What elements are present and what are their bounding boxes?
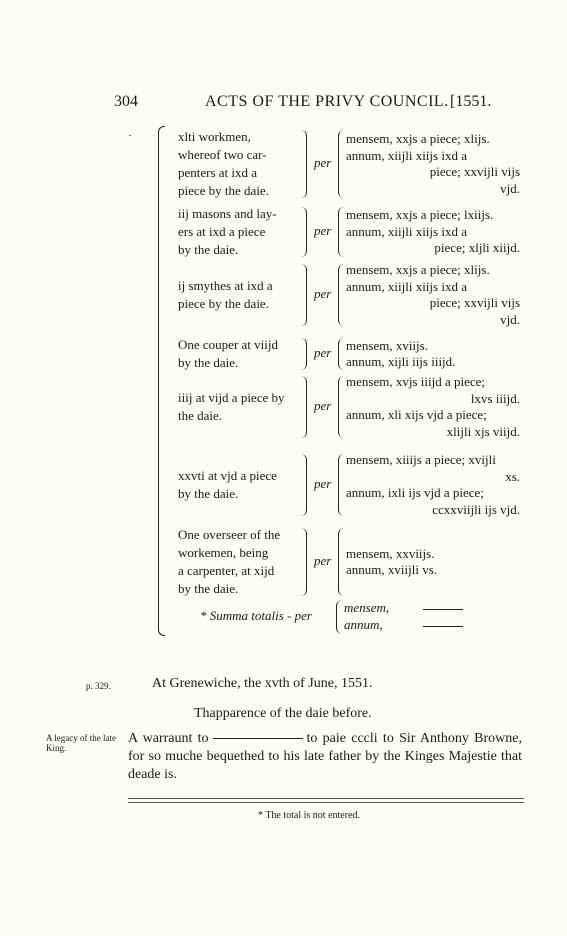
entry-open-brace: [338, 376, 345, 438]
entry-label-line: piece by the daie.: [178, 183, 269, 198]
entry-rate-line: mensem, xxjs a piece; xlijs.: [346, 262, 490, 277]
entry-rate-line: xs.: [505, 468, 520, 484]
entry-close-brace: [300, 376, 307, 438]
entry-label-line: by the daie.: [178, 486, 239, 501]
entry-close-brace: [300, 130, 307, 198]
meeting-heading: At Grenewiche, the xvth of June, 1551.: [152, 676, 373, 691]
entry-label: [178, 467, 277, 503]
entry-close-brace: [300, 264, 307, 326]
entry-rate: [346, 452, 520, 518]
entry-open-brace: [338, 454, 345, 516]
entry-per: per: [314, 155, 332, 170]
entry-label-line: workemen, being: [178, 545, 269, 560]
summa-mensem: mensem,: [344, 600, 390, 615]
warrant-part-1: A warraunt to: [128, 731, 209, 746]
entry-rate-line: annum, xiijli xiijs ixd a: [346, 223, 467, 239]
entry-rate: [346, 374, 520, 440]
entry-rate-line: mensem, xviijs.: [346, 337, 428, 353]
entry-label-line: whereof two car-: [178, 147, 267, 162]
entry-per: per: [314, 286, 332, 301]
entry-per: per: [314, 553, 332, 568]
entry-rate-line: mensem, xxjs a piece; lxiijs.: [346, 207, 494, 223]
entry-rate: [346, 207, 520, 257]
entry-close-brace: [300, 454, 307, 516]
bullet-mark: ·: [128, 128, 132, 142]
entry-rate: [346, 131, 520, 197]
entry-rate-line: annum, xviijli vs.: [346, 562, 437, 577]
entry-label-line: the daie.: [178, 408, 223, 423]
footnote-rule-2: [128, 802, 524, 803]
entry-label-line: iiij at vijd a piece by: [178, 390, 285, 405]
entry-rate-line: mensem, xxviijs.: [346, 545, 435, 561]
entry-label-line: ers at ixd a piece: [178, 224, 266, 239]
entry-label: [178, 336, 278, 372]
entry-rate-line: mensem, xxjs a piece; xlijs.: [346, 131, 490, 146]
footnote: * The total is not entered.: [258, 810, 361, 821]
summa-annum: annum,: [344, 617, 383, 632]
entry-label: [178, 389, 285, 425]
entry-label-line: iij masons and lay-: [178, 206, 277, 221]
entry-label-line: by the daie.: [178, 355, 239, 370]
summa-label: * Summa totalis -: [200, 608, 292, 623]
margin-page-ref: p. 329.: [86, 681, 111, 691]
entry-label-line: piece by the daie.: [178, 296, 269, 311]
entry-label-line: by the daie.: [178, 581, 239, 596]
entry-open-brace: [338, 130, 345, 198]
entry-rate-line: xlijli xjs viijd.: [446, 423, 520, 439]
blank-line: [213, 738, 303, 739]
entry-rate-line: annum, ixli ijs vjd a piece;: [346, 485, 484, 500]
entry-close-brace: [300, 528, 307, 596]
attendance-note: Thapparence of the daie before.: [194, 706, 372, 721]
entry-rate-line: vjd.: [500, 180, 520, 196]
entry-rate-line: annum, xli xijs vjd a piece;: [346, 407, 487, 422]
entry-per: per: [314, 345, 332, 360]
entry-rate: [346, 546, 520, 579]
entry-per: per: [314, 476, 332, 491]
entry-rate-line: piece; xxvijli vijs: [429, 295, 520, 310]
entry-label-line: penters at ixd a: [178, 165, 258, 180]
entry-rate-line: mensem, xiiijs a piece; xvijli: [346, 452, 496, 467]
entry-close-brace: [300, 207, 307, 257]
warrant-part-2: to paie cccli to Sir Anthony Browne, for so muche bequethed to his late father by the Kinges Majestie that deade is.: [128, 731, 522, 782]
entry-label-line: One couper at viijd: [178, 337, 278, 352]
entry-label: [178, 205, 277, 259]
entry-label: [178, 128, 269, 200]
entry-label-line: ij smythes at ixd a: [178, 278, 273, 293]
entry-rate-line: mensem, xvjs iiijd a piece;: [346, 374, 485, 389]
entry-label-line: xlti workmen,: [178, 129, 251, 144]
entry-rate: [346, 338, 520, 371]
entry-open-brace: [338, 528, 345, 596]
running-year: [1551.: [450, 93, 492, 110]
warrant-paragraph: [128, 730, 522, 784]
entry-rate-line: piece; xljli xiijd.: [434, 240, 520, 256]
entry-open-brace: [338, 264, 345, 326]
summa-per: per: [294, 608, 312, 623]
page-number: 304: [114, 93, 138, 110]
entry-rate-line: piece; xxvijli vijs: [429, 164, 520, 179]
summa-brace: [336, 600, 343, 634]
entry-rate-line: lxvs iiijd.: [470, 390, 520, 406]
entry-label-line: by the daie.: [178, 242, 239, 257]
entry-rate: [346, 262, 520, 328]
entry-per: per: [314, 223, 332, 238]
entry-label-line: One overseer of the: [178, 527, 281, 542]
entry-per: per: [314, 398, 332, 413]
margin-note: A legacy of the late King.: [46, 733, 116, 753]
footnote-rule: [128, 798, 524, 799]
entry-rate-line: vjd.: [500, 311, 520, 327]
outer-brace: [158, 132, 169, 630]
entry-label: [178, 277, 273, 313]
entry-label-line: xxvti at vjd a piece: [178, 468, 277, 483]
entry-rate-line: annum, xijli iijs iiijd.: [346, 354, 456, 369]
entry-label-line: a carpenter, at xijd: [178, 563, 275, 578]
summa-totalis: [200, 608, 312, 624]
entry-rate-line: annum, xiijli xiijs ixd a: [346, 278, 467, 294]
entry-open-brace: [338, 207, 345, 257]
entry-close-brace: [300, 338, 307, 370]
entry-label: [178, 526, 280, 598]
entry-open-brace: [338, 338, 345, 370]
entry-rate-line: ccxxviijli ijs vjd.: [432, 501, 520, 517]
entry-rate-line: annum, xiijli xiijs ixd a: [346, 147, 467, 163]
running-title: ACTS OF THE PRIVY COUNCIL.: [205, 93, 449, 110]
summa-lines: [344, 599, 463, 633]
